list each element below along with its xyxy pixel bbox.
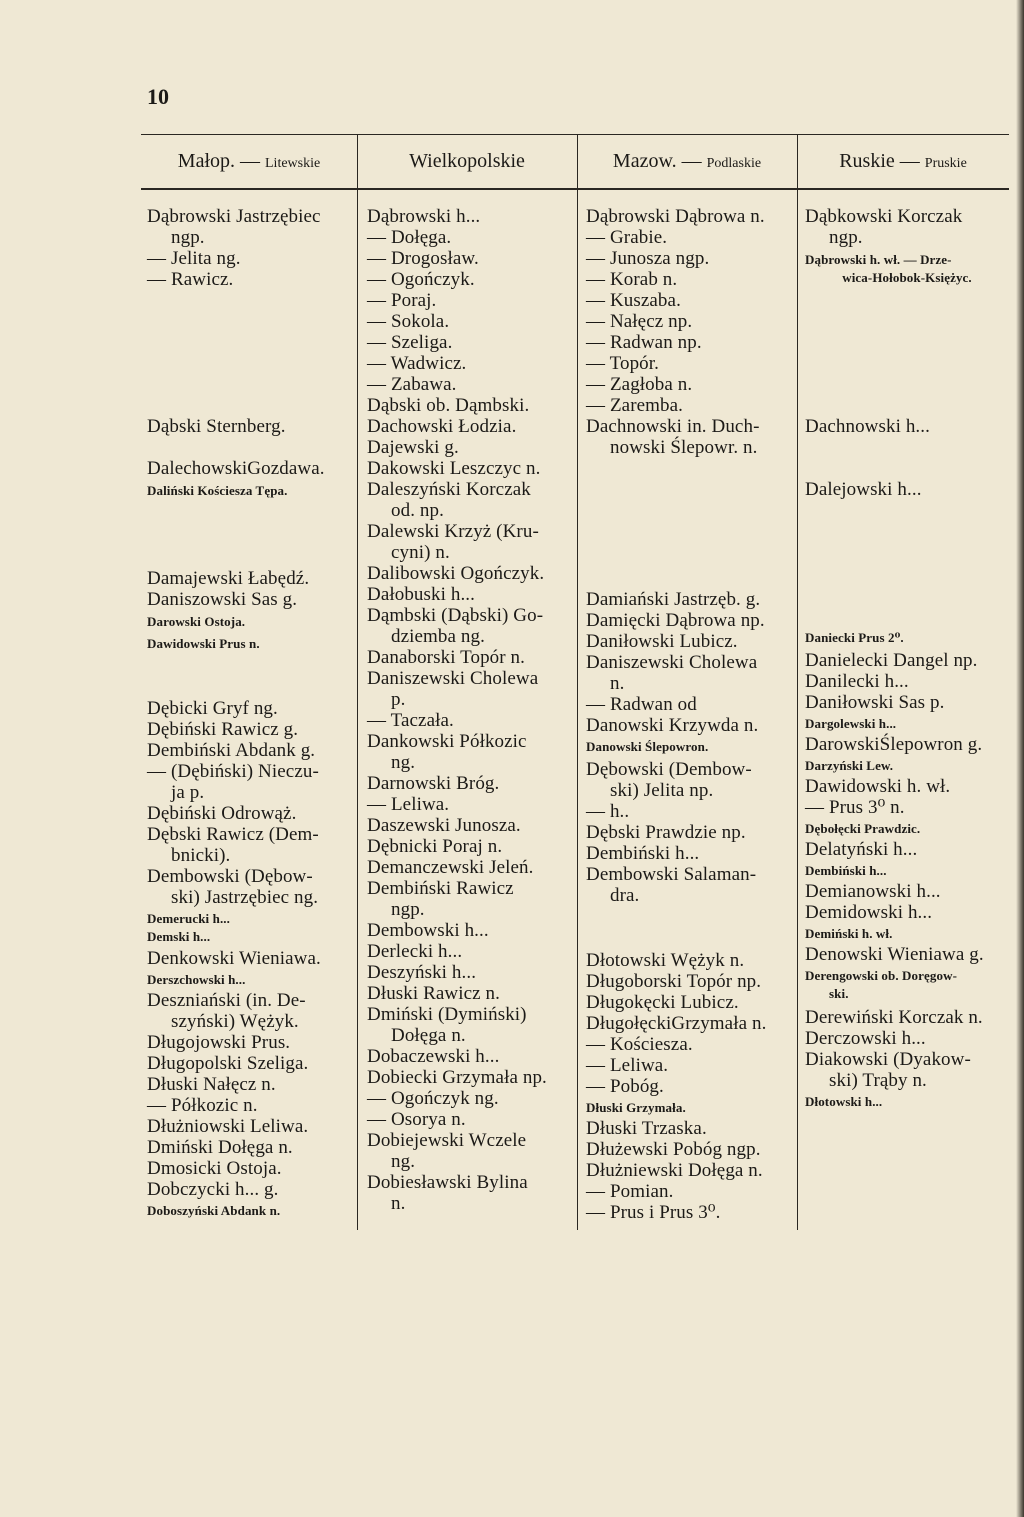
list-item: Demski h...: [147, 929, 211, 944]
list-item: Dalewski Krzyż (Kru-: [367, 521, 539, 542]
list-item: Dachnowski h...: [805, 416, 930, 437]
list-item: Danaborski Topór n.: [367, 647, 526, 668]
list-item: Derlecki h...: [367, 941, 463, 962]
list-item: — Dołęga.: [367, 227, 452, 248]
list-item: Dąbrowski h. wł. — Drze-: [805, 252, 952, 267]
list-item: Dołęga n.: [391, 1025, 466, 1046]
list-item: od. np.: [391, 500, 444, 521]
column-divider-2: [577, 134, 578, 1230]
list-item: — Taczała.: [367, 710, 454, 731]
list-item: Dłuski Grzymała.: [586, 1100, 686, 1115]
list-item: Dembiński h...: [805, 863, 887, 878]
list-item: Dębiński Odrowąż.: [147, 803, 297, 824]
list-item: szyński) Wężyk.: [171, 1011, 299, 1032]
list-item: Dobiesławski Bylina: [367, 1172, 528, 1193]
list-item: Dawidowski h. wł.: [805, 776, 951, 797]
list-item: DługołęckiGrzymała n.: [586, 1013, 767, 1034]
list-item: cyni) n.: [391, 542, 450, 563]
list-item: Daniszewski Cholewa: [586, 652, 758, 673]
list-item: — h..: [586, 801, 630, 822]
list-item: Dembiński Abdank g.: [147, 740, 316, 761]
header-ruskie-pruskie: [797, 150, 1009, 178]
list-item: Dmiński (Dymiński): [367, 1004, 527, 1025]
list-item: Daliński Kościesza Tępa.: [147, 483, 288, 498]
list-item: Dembiński h...: [586, 843, 700, 864]
list-item: Dębski Rawicz (Dem-: [147, 824, 319, 845]
list-item: Delatyński h...: [805, 839, 918, 860]
header-bottom-rule: [141, 188, 1009, 190]
header-sub: Podlaskie: [706, 156, 762, 171]
list-item: Dąmbski (Dąbski) Go-: [367, 605, 544, 626]
list-item: Dmiński Dołęga n.: [147, 1137, 293, 1158]
list-item: dziemba ng.: [391, 626, 485, 647]
list-item: Dąbski Sternberg.: [147, 416, 286, 437]
list-item: Demanczewski Jeleń.: [367, 857, 534, 878]
list-item: — Ogończyk ng.: [367, 1088, 499, 1109]
page-number: 10: [147, 84, 169, 109]
list-item: Dłużniowski Leliwa.: [147, 1116, 309, 1137]
list-item: ski) Jastrzębiec ng.: [171, 887, 319, 908]
header-top-rule: [141, 134, 1009, 135]
header-main: Mazow. —: [612, 150, 702, 172]
list-item: — Ogończyk.: [367, 269, 475, 290]
list-item: ng.: [391, 1151, 416, 1172]
list-item: Długokęcki Lubicz.: [586, 992, 739, 1013]
list-item: ngp.: [391, 899, 425, 920]
list-item: Dąbkowski Korczak: [805, 206, 963, 227]
list-item: — Leliwa.: [367, 794, 450, 815]
list-item: — Korab n.: [586, 269, 678, 290]
list-item: Daniłowski Lubicz.: [586, 631, 738, 652]
list-item: Dębiński Rawicz g.: [147, 719, 299, 740]
list-item: Dłuski Trzaska.: [586, 1118, 707, 1139]
list-item: — Szeliga.: [367, 332, 453, 353]
list-item: p.: [391, 689, 406, 710]
list-item: Deszniański (in. De-: [147, 990, 306, 1011]
list-item: — Pomian.: [586, 1181, 674, 1202]
list-item: Denowski Wieniawa g.: [805, 944, 984, 965]
list-item: Derengowski ob. Doręgow-: [805, 968, 958, 983]
list-item: Dąbski ob. Dąmbski.: [367, 395, 530, 416]
list-item: Daniszowski Sas g.: [147, 589, 298, 610]
list-item: Danowski Krzywda n.: [586, 715, 759, 736]
list-item: Dobiejewski Wczele: [367, 1130, 527, 1151]
list-item: — Grabie.: [586, 227, 668, 248]
list-item: Dalibowski Ogończyk.: [367, 563, 545, 584]
list-item: Dłuski Nałęcz n.: [147, 1074, 276, 1095]
list-item: n.: [391, 1193, 406, 1214]
list-item: dra.: [610, 885, 640, 906]
list-item: Dłużewski Pobóg ngp.: [586, 1139, 761, 1160]
list-item: Dębicki Gryf ng.: [147, 698, 278, 719]
list-item: ski) Jelita np.: [610, 780, 714, 801]
list-item: Derewiński Korczak n.: [805, 1007, 983, 1028]
list-item: Daszewski Junosza.: [367, 815, 521, 836]
list-item: ng.: [391, 752, 416, 773]
list-item: Dawidowski Prus n.: [147, 636, 260, 651]
list-item: — Sokola.: [367, 311, 450, 332]
list-item: Damięcki Dąbrowa np.: [586, 610, 765, 631]
list-item: ngp.: [171, 227, 205, 248]
list-item: Demidowski h...: [805, 902, 933, 923]
list-item: ski) Trąby n.: [829, 1070, 927, 1091]
list-item: — Radwan od: [586, 694, 697, 715]
header-main: Ruskie —: [839, 150, 920, 172]
column-divider-1: [357, 134, 358, 1230]
list-item: Demerucki h...: [147, 911, 230, 926]
list-item: — Nałęcz np.: [586, 311, 693, 332]
header-sub: Pruskie: [924, 156, 967, 171]
list-item: Darowski Ostoja.: [147, 614, 246, 629]
list-item: Daniecki Prus 2⁰.: [805, 630, 904, 645]
list-item: — Zaremba.: [586, 395, 684, 416]
list-item: — (Dębiński) Nieczu-: [147, 761, 319, 782]
header-sub: Litewskie: [265, 156, 321, 171]
list-item: Dębowski (Dembow-: [586, 759, 752, 780]
list-item: — Kościesza.: [586, 1034, 693, 1055]
list-item: Dakowski Leszczyc n.: [367, 458, 541, 479]
list-item: — Wadwicz.: [367, 353, 467, 374]
list-item: Demiński h. wł.: [805, 926, 893, 941]
list-item: Dargolewski h...: [805, 716, 897, 731]
list-item: Dobaczewski h...: [367, 1046, 500, 1067]
list-item: — Topór.: [586, 353, 660, 374]
list-item: nowski Ślepowr. n.: [610, 437, 758, 458]
list-item: Daleszyński Korczak: [367, 479, 531, 500]
list-item: Damajewski Łabędź.: [147, 568, 310, 589]
list-item: ja p.: [171, 782, 205, 803]
list-item: Dobiecki Grzymała np.: [367, 1067, 547, 1088]
list-item: Dalejowski h...: [805, 479, 922, 500]
list-item: Danielecki Dangel np.: [805, 650, 978, 671]
list-item: Dębnicki Poraj n.: [367, 836, 503, 857]
header-wielkopolskie: [357, 150, 577, 178]
list-item: Dembowski (Dębow-: [147, 866, 313, 887]
list-item: n.: [610, 673, 625, 694]
list-item: Dajewski g.: [367, 437, 459, 458]
list-item: Derszchowski h...: [147, 972, 246, 987]
list-item: Dobczycki h... g.: [147, 1179, 279, 1200]
list-item: Długopolski Szeliga.: [147, 1053, 309, 1074]
list-item: Długojowski Prus.: [147, 1032, 291, 1053]
list-item: Daniszewski Cholewa: [367, 668, 539, 689]
list-item: — Półkozic n.: [147, 1095, 258, 1116]
list-item: Dembowski Salaman-: [586, 864, 757, 885]
list-item: Dłotowski Wężyk n.: [586, 950, 745, 971]
list-item: Dłużniewski Dołęga n.: [586, 1160, 763, 1181]
list-item: Danowski Ślepowron.: [586, 739, 709, 754]
list-item: Dałobuski h...: [367, 584, 476, 605]
list-item: Dłotowski h...: [805, 1094, 883, 1109]
list-item: Dembiński Rawicz: [367, 878, 514, 899]
list-item: Danilecki h...: [805, 671, 909, 692]
list-item: — Rawicz.: [147, 269, 234, 290]
list-item: — Junosza ngp.: [586, 248, 710, 269]
header-malop-litewskie: [141, 150, 357, 178]
list-item: Dąbrowski Dąbrowa n.: [586, 206, 765, 227]
list-item: Diakowski (Dyakow-: [805, 1049, 971, 1070]
list-item: wica-Hołobok-Księżyc.: [842, 270, 972, 285]
list-item: Demianowski h...: [805, 881, 941, 902]
list-item: Dankowski Półkozic: [367, 731, 527, 752]
list-item: — Jelita ng.: [147, 248, 241, 269]
list-item: — Poraj.: [367, 290, 437, 311]
list-item: — Prus i Prus 3⁰.: [586, 1202, 721, 1223]
list-item: Derczowski h...: [805, 1028, 926, 1049]
list-item: Darzyński Lew.: [805, 758, 894, 773]
list-item: — Zabawa.: [367, 374, 457, 395]
list-item: — Zagłoba n.: [586, 374, 693, 395]
list-item: Daniłowski Sas p.: [805, 692, 945, 713]
list-item: Dąbrowski h...: [367, 206, 481, 227]
list-item: — Radwan np.: [586, 332, 702, 353]
list-item: Dmosicki Ostoja.: [147, 1158, 282, 1179]
list-item: Darnowski Bróg.: [367, 773, 500, 794]
list-item: Dębski Prawdzie np.: [586, 822, 746, 843]
list-item: Deszyński h...: [367, 962, 477, 983]
list-item: Doboszyński Abdank n.: [147, 1203, 281, 1218]
list-item: ski.: [829, 986, 849, 1001]
list-item: — Prus 3⁰ n.: [805, 797, 905, 818]
list-item: — Leliwa.: [586, 1055, 669, 1076]
list-item: DalechowskiGozdawa.: [147, 458, 325, 479]
list-item: Dąbrowski Jastrzębiec: [147, 206, 321, 227]
list-item: Dachowski Łodzia.: [367, 416, 517, 437]
list-item: Długoborski Topór np.: [586, 971, 762, 992]
list-item: Dembowski h...: [367, 920, 489, 941]
list-item: ngp.: [829, 227, 863, 248]
list-item: — Kuszaba.: [586, 290, 681, 311]
header-main: Małop. —: [177, 150, 260, 172]
list-item: — Drogosław.: [367, 248, 479, 269]
header-mazow-podlaskie: [577, 150, 797, 178]
list-item: bnicki).: [171, 845, 231, 866]
list-item: — Pobóg.: [586, 1076, 664, 1097]
list-item: Dębołęcki Prawdzic.: [805, 821, 921, 836]
list-item: DarowskiŚlepowron g.: [805, 734, 983, 755]
list-item: Dłuski Rawicz n.: [367, 983, 500, 1004]
header-main: Wielkopolskie: [409, 150, 525, 172]
list-item: Denkowski Wieniawa.: [147, 948, 321, 969]
list-item: — Osorya n.: [367, 1109, 466, 1130]
list-item: Damiański Jastrzęb. g.: [586, 589, 761, 610]
list-item: Dachnowski in. Duch-: [586, 416, 760, 437]
